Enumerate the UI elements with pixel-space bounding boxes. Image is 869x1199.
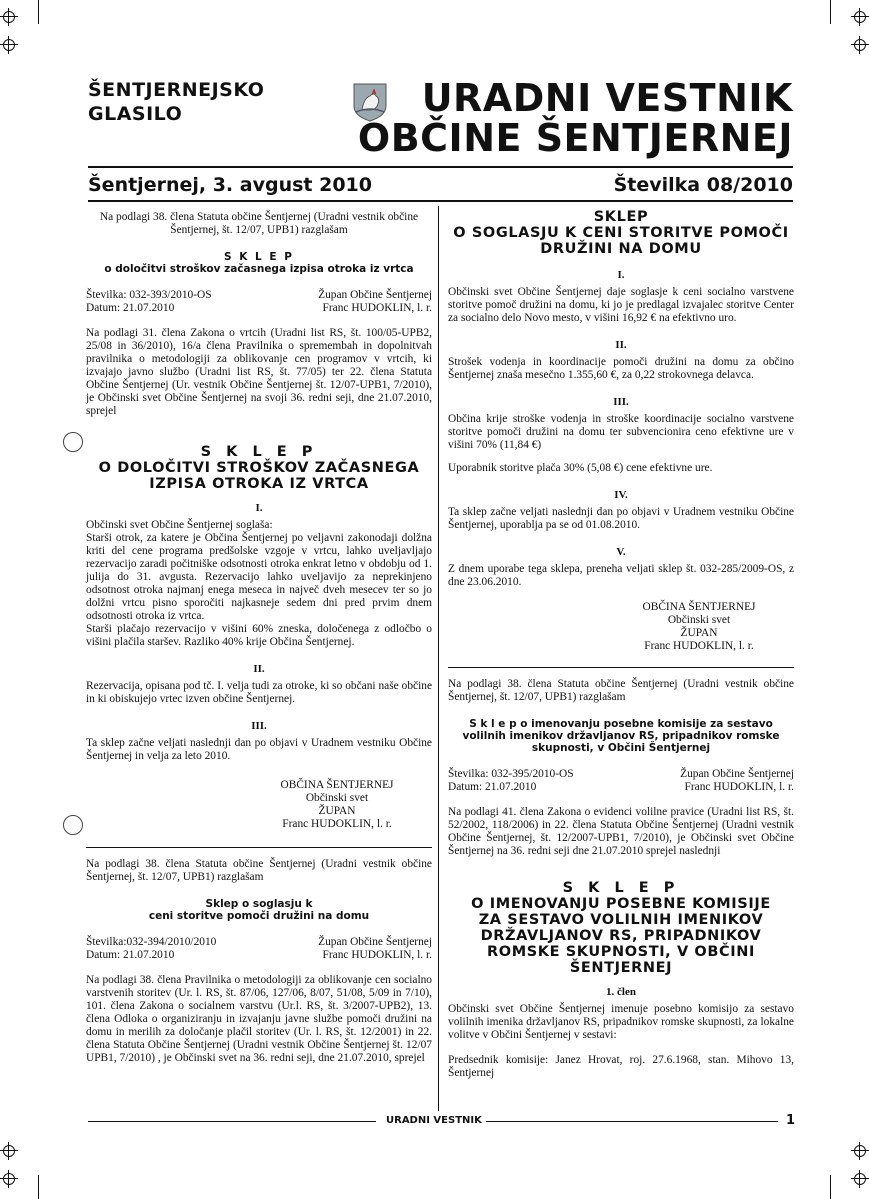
section-heading: S K L E P xyxy=(224,251,294,263)
reference-block: Številka:032-394/2010/2010 Datum: 21.07.2010 Župan Občine Šentjernej Franc HUDOKLIN, l. r. xyxy=(86,936,432,961)
footer-label: URADNI VESTNIK xyxy=(386,1115,482,1126)
left-column: Na podlagi 38. člena Statuta občine Šentjernej (Uradni vestnik občine Šentjernej, št. 12/07, UPB1) razglašam S K L E P o določitvi stroškov začasnega izpisa otroka iz vrtca Številka: 032-393/2010-OS Datum: 21.07.2010 Župan Občine Šentjernej Franc HUDOKLIN, l. r. Na podlagi 31. člena Zakona o vrtcih (Uradni list RS, št. 100/05-UPB2, 25/08 in 36/2010), 16/a člena Pravilnika o spremembah in dopolnitvah pravilnika o metodologiji za oblikovanje cen programov v vrtcih, ki izvajajo javno službo (Uradni list RS, št. 77/05) ter 22. člena Statuta Občine Šentjernej (Ur. vestnik Občine Šentjernej št. 12/07-UPB1, 7/2010), je Občinski svet Občine Šentjernej na svoji 36. redni seji, dne 21.07.2010, sprejel S K L E P O DOLOČITVI STROŠKOV ZAČASNEGA IZPISA OTROKA IZ VRTCA I. Občinski svet Občine Šentjernej soglaša: Starši otrok, za katere je Občina Šentjernej po veljavni zakonodaji dolžna kriti del cene programa predšolske vzgoje v vrtcu, lahko uveljavljajo rezervacijo zaradi počitniške odsotnosti otroka enkrat letno v obdobju od 1. julija do 31. avgusta. Rezervacijo lahko uveljavijo za neprekinjeno odsotnost otroka najmanj enega meseca in največ dveh mesecev ter so jo dolžni vrtcu pisno sporočiti najkasneje sedem dni pred prvim dnem odsotnosti otroka iz vrtca. Starši plačajo rezervacijo v višini 60% zneska, določenega z odločbo o višini plačila staršev. Razliko 40% krije Občina Šentjernej. II. Rezervacija, opisana pod tč. I. velja tudi za otroke, ki so občani naše občine in ki obiskujejo vrtec izven občine Šentjernej. III. Ta sklep začne veljati naslednji dan po objavi v Uradnem vestniku Občine Šentjernej in velja za leto 2010. OBČINA ŠENTJERNEJ Občinski svet ŽUPAN Franc HUDOKLIN, l. r. Na podlagi 38. člena Statuta občine Šentjernej (Uradni vestnik občine Šentjernej, št. 12/07, UPB1) razglašam Sklep o soglasju k ceni storitve pomoči družini na domu Številka:032-394/2010/2010 Datum: 21.07.2010 Župan Občine Šentjernej Franc HUDOKLIN, l. r. Na podlagi 38. člena Pravilnika o metodologiji za oblikovanje cen socialno varstvenih storitev (Ur. l. RS, št. 87/06, 127/06, 8/07, 51/08, 5/09 in 7/10), 101. člena Zakona o socialnem varstvu (Ur.l. RS, št. 3/2007-UPB2), 13. člena Odloka o organiziranju in izvajanju javne službe pomoči družini na domu in merilih za določanje plačil storitev (Ur. l. RS, št. 12/2001) in 22. člena Statuta Občine Šentjernej (Uradni vestnik Občine Šentjernej št. 12/07 UPB1, 7/2010) , je Občinski svet na 36. redni seji, dne 21.07.2010, sprejel xyxy=(86,211,432,1064)
paragraph: Na podlagi 31. člena Zakona o vrtcih (Uradni list RS, št. 100/05-UPB2, 25/08 in 36/2010), 16/a člena Pravilnika o spremembah in dopolnitvah pravilnika o metodologiji za oblikovanje cen programov v vrtcih, ki izvajajo javno službo (Uradni list RS, št. 77/05) ter 22. člena Statuta Občine Šentjernej (Ur. vestnik Občine Šentjernej št. 12/07-UPB1, 7/2010), je Občinski svet Občine Šentjernej na svoji 36. redni seji, dne 21.07.2010, sprejel xyxy=(86,327,432,417)
section-heading: S k l e p o imenovanju posebne komisije za sestavo xyxy=(469,718,773,730)
masthead-title: URADNI VESTNIK OBČINE ŠENTJERNEJ xyxy=(357,76,793,160)
crop-mark-icon xyxy=(0,1142,18,1160)
paragraph: Na podlagi 38. člena Pravilnika o metodologiji za oblikovanje cen socialno varstvenih storitev (Ur. l. RS, št. 87/06, 127/06, 8/07, 51/08, 5/09 in 7/10), 101. člena Zakona o socialnem varstvu (Ur.l. RS, št. 3/2007-UPB2), 13. člena Odloka o organiziranju in izvajanju javne službe pomoči družini na domu in merilih za določanje plačil storitev (Ur. l. RS, št. 12/2001) in 22. člena Statuta Občine Šentjernej (Uradni vestnik Občine Šentjernej št. 12/07 UPB1, 7/2010) , je Občinski svet na 36. redni seji, dne 21.07.2010, sprejel xyxy=(86,974,432,1064)
intro-text: Na podlagi 38. člena Statuta občine Šentjernej (Uradni vestnik občine Šentjernej, št. 12/07, UPB1) razglašam xyxy=(86,858,432,883)
crop-mark-icon xyxy=(851,8,869,26)
section-heading: ceni storitve pomoči družini na domu xyxy=(148,910,370,922)
decision-heading: ZA SESTAVO VOLILNIH IMENIKOV xyxy=(478,912,764,928)
reference-block: Številka: 032-393/2010-OS Datum: 21.07.2010 Župan Občine Šentjernej Franc HUDOKLIN, l. r. xyxy=(86,289,432,314)
paragraph: Na podlagi 41. člena Zakona o evidenci volilne pravice (Uradni list RS, št. 52/2002, 118/2006) in 22. člena Statuta Občine Šentjernej (Uradni vestnik Občine Šentjernej, št. 12/2007-UPB1, 7/2010), je Občinski svet Občine Šentjernej na 36. redni seji dne 21.07.2010 sprejel naslednji xyxy=(448,806,794,857)
decision-heading: DRŽAVLJANOV RS, PRIPADNIKOV xyxy=(480,928,762,944)
section-heading: skupnosti, v Občini Šentjernej xyxy=(531,742,711,754)
decision-heading: SKLEP xyxy=(593,209,649,225)
right-column: SKLEP O SOGLASJU K CENI STORITVE POMOČI DRUŽINI NA DOMU I. Občinski svet Občine Šentjernej daje soglasje k ceni socialno varstvene storitve pomoč družini na domu, ki jo je predlagal izvajalec storitve Center za socialno delo Novo mesto, v višini 16,92 € na efektivno uro. II. Strošek vodenja in koordinacije pomoči družini na domu za občino Šentjernej znaša mesečno 1.355,60 €, za 0,22 strokovnega delavca. III. Občina krije stroške vodenja in stroške koordinacije socialno varstvene storitve pomoči družini na domu ter subvencionira ceno efektivne ure v višini 70% (11,84 €) Uporabnik storitve plača 30% (5,08 €) cene efektivne ure. IV. Ta sklep začne veljati naslednji dan po objavi v Uradnem vestniku Občine Šentjernej, uporablja pa se od 01.08.2010. V. Z dnem uporabe tega sklepa, preneha veljati sklep št. 032-285/2009-OS, z dne 23.06.2010. OBČINA ŠENTJERNEJ Občinski svet ŽUPAN Franc HUDOKLIN, l. r. Na podlagi 38. člena Statuta občine Šentjernej (Uradni vestnik občine Šentjernej, št. 12/07, UPB1) razglašam S k l e p o imenovanju posebne komisije za sestavo volilnih imenikov državljanov RS, pripadnikov romske skupnosti, v Občini Šentjernej Številka: 032-395/2010-OS Datum: 21.07.2010 Župan Občine Šentjernej Franc HUDOKLIN, l. r. Na podlagi 41. člena Zakona o evidenci volilne pravice (Uradni list RS, št. 52/2002, 118/2006) in 22. člena Statuta Občine Šentjernej (Uradni vestnik Občine Šentjernej, št. 12/2007-UPB1, 7/2010), je Občinski svet Občine Šentjernej na 36. redni seji dne 21.07.2010 sprejel naslednji S K L E P O IMENOVANJU POSEBNE KOMISIJE ZA SESTAVO VOLILNIH IMENIKOV DRŽAVLJANOV RS, PRIPADNIKOV ROMSKE SKUPNOSTI, V OBČINI ŠENTJERNEJ 1. člen Občinski svet Občine Šentjernej imenuje posebno komisijo za sestavo volilnih imenika državljanov RS, pripadnikov romske skupnosti, za lokalne volitve v Občini Šentjernej v sestavi: Predsednik komisije: Janez Hrovat, roj. 27.6.1968, stan. Mihovo 13, Šentjernej xyxy=(448,209,794,1079)
decision-heading: DRUŽINI NA DOMU xyxy=(540,241,702,257)
section-heading: volilnih imenikov državljanov RS, pripadnikov romske xyxy=(462,730,780,742)
punch-hole-icon xyxy=(63,815,83,835)
intro-text: Na podlagi 38. člena Statuta občine Šentjernej (Uradni vestnik občine Šentjernej, št. 12/07, UPB1) razglašam xyxy=(99,211,419,236)
decision-heading: O DOLOČITVI STROŠKOV ZAČASNEGA xyxy=(98,460,420,476)
crop-mark-icon xyxy=(0,1170,18,1188)
crop-mark-icon xyxy=(851,36,869,54)
signature-block: OBČINA ŠENTJERNEJ Občinski svet ŽUPAN Franc HUDOKLIN, l. r. xyxy=(280,779,394,830)
decision-heading: IZPISA OTROKA IZ VRTCA xyxy=(149,476,369,492)
decision-heading: O IMENOVANJU POSEBNE KOMISIJE xyxy=(471,896,771,912)
section-heading: Sklep o soglasju k xyxy=(205,898,313,910)
page-number: 1 xyxy=(786,1113,796,1128)
crop-mark-icon xyxy=(0,8,18,26)
reference-block: Številka: 032-395/2010-OS Datum: 21.07.2010 Župan Občine Šentjernej Franc HUDOKLIN, l. r. xyxy=(448,768,794,793)
decision-heading: O SOGLASJU K CENI STORITVE POMOČI xyxy=(453,225,789,241)
signature-block: OBČINA ŠENTJERNEJ Občinski svet ŽUPAN Franc HUDOKLIN, l. r. xyxy=(642,601,756,652)
crop-mark-icon xyxy=(851,1170,869,1188)
decision-heading: S K L E P xyxy=(562,880,680,896)
decision-heading: ŠENTJERNEJ xyxy=(569,960,673,976)
section-heading: o določitvi stroškov začasnega izpisa otroka iz vrtca xyxy=(104,263,414,275)
intro-text: Na podlagi 38. člena Statuta občine Šentjernej (Uradni vestnik občine Šentjernej, št. 12/07, UPB1) razglašam xyxy=(448,678,794,703)
decision-heading: ROMSKE SKUPNOSTI, V OBČINI xyxy=(487,944,755,960)
issue-number: Številka 08/2010 xyxy=(613,174,793,196)
punch-hole-icon xyxy=(63,432,83,452)
issue-date: Šentjernej, 3. avgust 2010 xyxy=(88,174,372,196)
decision-heading: S K L E P xyxy=(200,444,318,460)
crop-mark-icon xyxy=(851,1142,869,1160)
crop-mark-icon xyxy=(0,36,18,54)
publication-name: ŠENTJERNEJSKO GLASILO xyxy=(88,79,265,125)
